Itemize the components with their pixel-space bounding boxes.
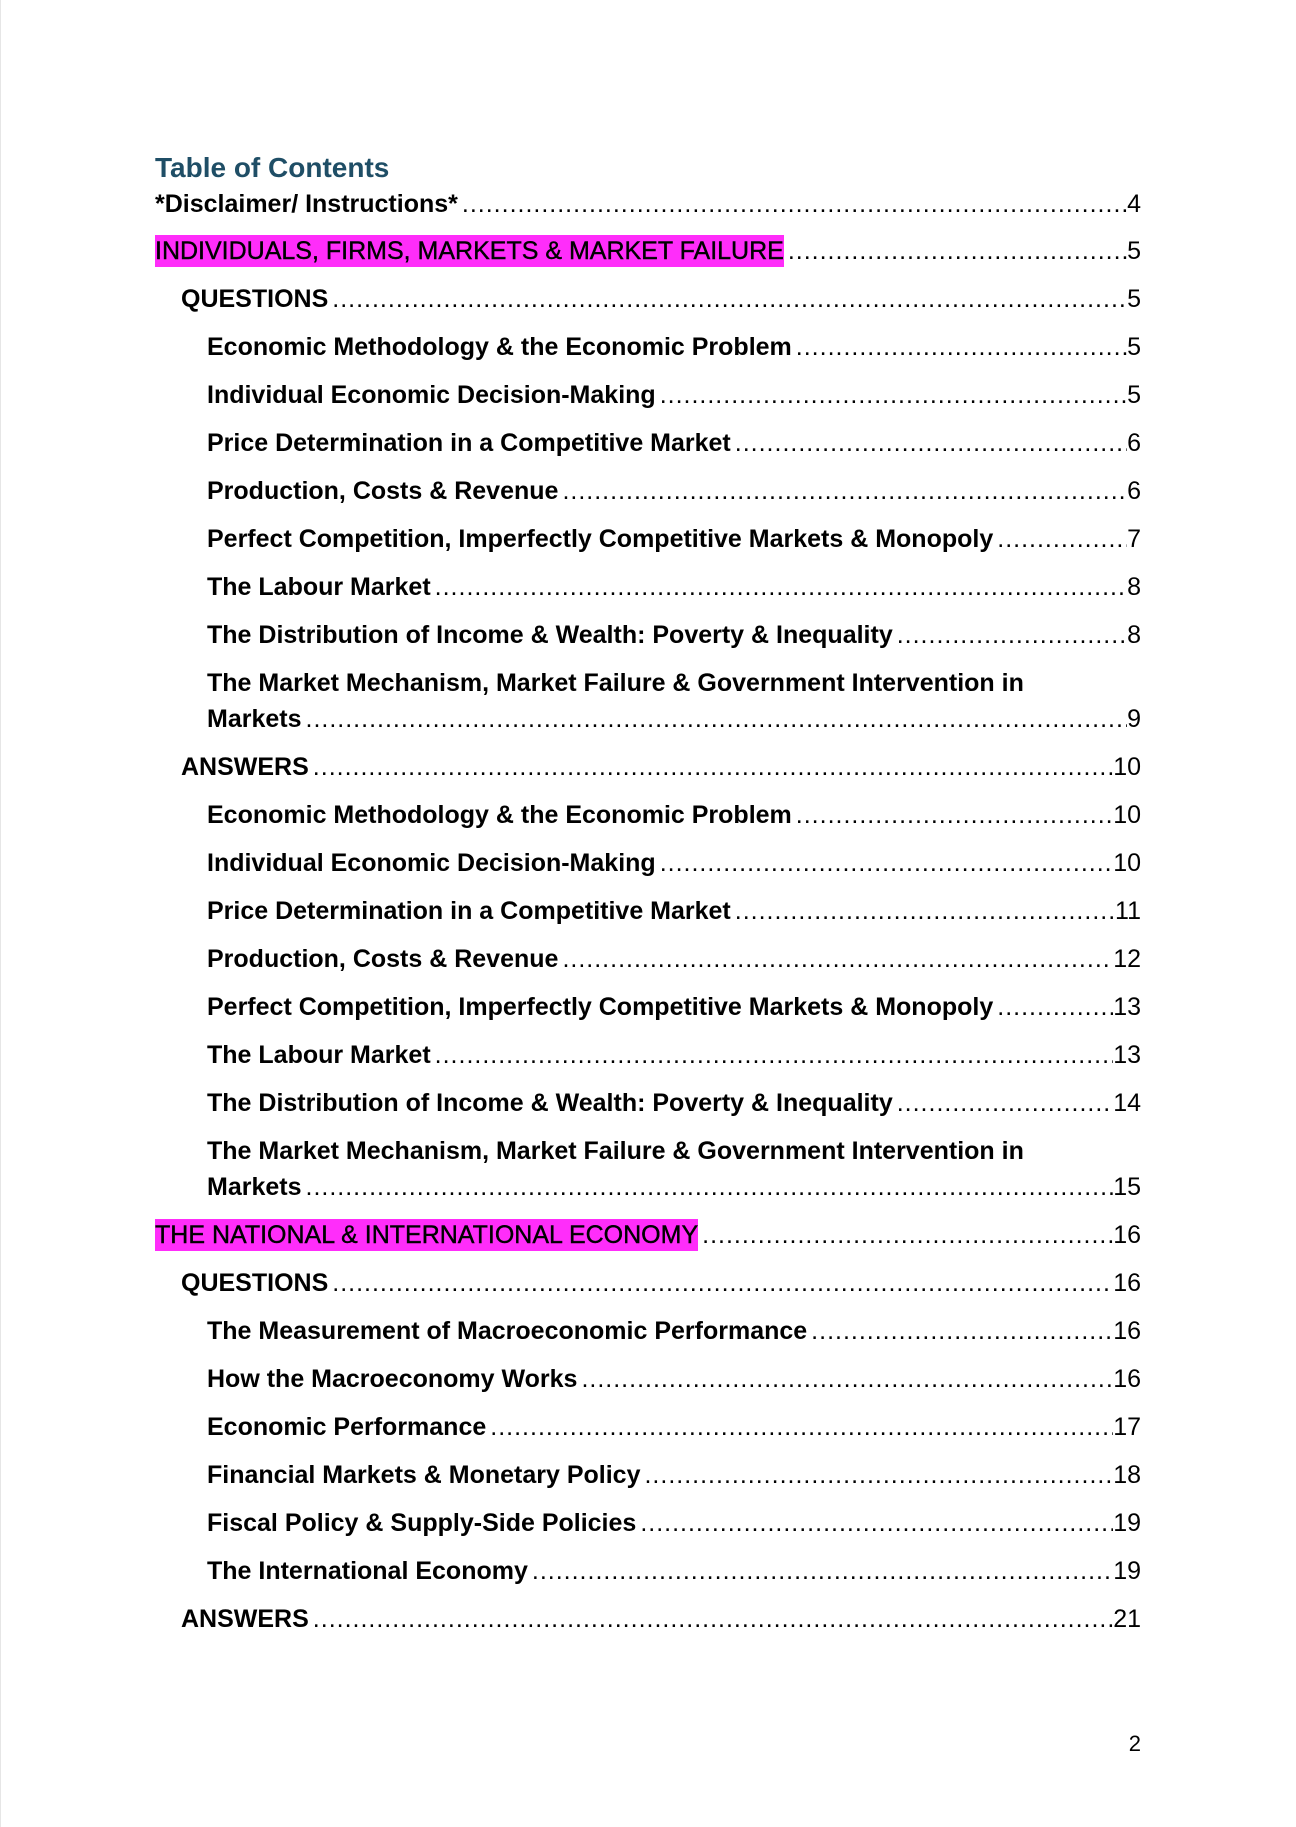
toc-entry[interactable] xyxy=(155,475,1141,507)
toc-entry-label: Production, Costs & Revenue xyxy=(207,477,559,505)
dot-leader xyxy=(893,619,1127,651)
toc-entry-page: 11 xyxy=(1115,897,1141,925)
dot-leader xyxy=(302,703,1128,735)
toc-entry-page: 16 xyxy=(1113,1221,1141,1249)
toc-entry[interactable] xyxy=(155,379,1141,411)
dot-leader xyxy=(577,1363,1113,1395)
dot-leader xyxy=(893,1087,1113,1119)
toc-entry-page: 8 xyxy=(1127,573,1141,601)
toc-entry-page: 16 xyxy=(1113,1365,1141,1393)
toc-entry-page: 10 xyxy=(1113,801,1141,829)
dot-leader xyxy=(558,475,1127,507)
toc-entry-page: 21 xyxy=(1113,1605,1141,1633)
dot-leader xyxy=(328,1267,1113,1299)
toc-entry-label: The Measurement of Macroeconomic Performance xyxy=(207,1317,808,1345)
toc-section-heading[interactable] xyxy=(155,235,1141,267)
toc-entry-label-line2: Markets xyxy=(207,1173,302,1201)
toc-entry-label: QUESTIONS xyxy=(181,1269,329,1297)
toc-entry[interactable] xyxy=(155,571,1141,603)
toc-entry-label: Economic Methodology & the Economic Problem xyxy=(207,333,792,361)
toc-entry-page: 10 xyxy=(1113,849,1141,877)
toc-entry[interactable] xyxy=(155,1315,1141,1347)
toc-entry-page: 16 xyxy=(1113,1269,1141,1297)
toc-entry-label: Fiscal Policy & Supply-Side Policies xyxy=(207,1509,637,1537)
toc-entry-label: Economic Performance xyxy=(207,1413,487,1441)
toc-entry-page: 19 xyxy=(1113,1509,1141,1537)
dot-leader xyxy=(656,847,1114,879)
toc-entry-label: Economic Methodology & the Economic Problem xyxy=(207,801,792,829)
toc-entry[interactable] xyxy=(155,895,1141,927)
toc-entry-disclaimer[interactable] xyxy=(155,188,1141,220)
dot-leader xyxy=(636,1507,1113,1539)
toc-entry-page: 12 xyxy=(1113,945,1141,973)
toc-entry[interactable] xyxy=(155,1459,1141,1491)
toc-entry-page: 14 xyxy=(1113,1089,1141,1117)
toc-entry-page: 13 xyxy=(1113,1041,1141,1069)
toc-entry-page: 5 xyxy=(1127,333,1141,361)
dot-leader xyxy=(656,379,1127,411)
dot-leader xyxy=(458,188,1127,220)
page-number: 2 xyxy=(1128,1731,1141,1756)
toc-subheading-questions[interactable] xyxy=(155,283,1141,315)
toc-entry[interactable] xyxy=(155,1363,1141,1395)
toc-entry-page: 16 xyxy=(1113,1317,1141,1345)
toc-entry[interactable] xyxy=(155,427,1141,459)
toc-subheading-questions[interactable] xyxy=(155,1267,1141,1299)
dot-leader xyxy=(784,235,1127,267)
toc-entry-label: The Distribution of Income & Wealth: Poverty & Inequality xyxy=(207,1089,893,1117)
dot-leader xyxy=(640,1459,1113,1491)
toc-entry[interactable] xyxy=(155,331,1141,363)
toc-entry-line2 xyxy=(207,1171,1141,1203)
toc-entry-label: Price Determination in a Competitive Market xyxy=(207,897,731,925)
dot-leader xyxy=(807,1315,1113,1347)
dot-leader xyxy=(486,1411,1113,1443)
toc-entry-label: How the Macroeconomy Works xyxy=(207,1365,578,1393)
toc-entry[interactable] xyxy=(155,1039,1141,1071)
toc-entry-multiline[interactable] xyxy=(155,1135,1141,1203)
dot-leader xyxy=(731,427,1127,459)
toc-entry-page: 6 xyxy=(1127,429,1141,457)
dot-leader xyxy=(431,571,1127,603)
toc-entry-label: ANSWERS xyxy=(181,1605,309,1633)
toc-entry-label-line2: Markets xyxy=(207,705,302,733)
dot-leader xyxy=(431,1039,1114,1071)
toc-section-label-highlighted: INDIVIDUALS, FIRMS, MARKETS & MARKET FAILURE xyxy=(155,237,784,265)
toc-entry-page: 13 xyxy=(1113,993,1141,1021)
dot-leader xyxy=(993,523,1127,555)
toc-entry-page: 17 xyxy=(1113,1413,1141,1441)
toc-entry[interactable] xyxy=(155,1507,1141,1539)
dot-leader xyxy=(302,1171,1114,1203)
toc-entry[interactable] xyxy=(155,943,1141,975)
toc-entry-label: *Disclaimer/ Instructions* xyxy=(155,190,458,218)
toc-entry-label: The Labour Market xyxy=(207,573,431,601)
dot-leader xyxy=(309,1603,1113,1635)
table-of-contents xyxy=(155,150,1141,1651)
toc-entry-page: 5 xyxy=(1127,381,1141,409)
toc-entry-label: The Labour Market xyxy=(207,1041,431,1069)
toc-entry[interactable] xyxy=(155,1411,1141,1443)
toc-entry-page: 5 xyxy=(1127,285,1141,313)
page-edge xyxy=(0,0,1,1827)
toc-entry-label: QUESTIONS xyxy=(181,285,329,313)
dot-leader xyxy=(558,943,1113,975)
toc-entry-label: Price Determination in a Competitive Market xyxy=(207,429,731,457)
toc-entry[interactable] xyxy=(155,847,1141,879)
toc-entry-page: 10 xyxy=(1113,753,1141,781)
toc-entry[interactable] xyxy=(155,523,1141,555)
toc-entry-page: 15 xyxy=(1113,1173,1141,1201)
toc-entry-label: The Distribution of Income & Wealth: Poverty & Inequality xyxy=(207,621,893,649)
toc-title: Table of Contents xyxy=(155,152,390,183)
toc-entry-label: Individual Economic Decision-Making xyxy=(207,381,656,409)
toc-entry-page: 18 xyxy=(1113,1461,1141,1489)
toc-entry[interactable] xyxy=(155,1555,1141,1587)
toc-subheading-answers[interactable] xyxy=(155,1603,1141,1635)
dot-leader xyxy=(309,751,1113,783)
dot-leader xyxy=(792,799,1113,831)
toc-entry-label: Individual Economic Decision-Making xyxy=(207,849,656,877)
toc-entry-page: 19 xyxy=(1113,1557,1141,1585)
toc-subheading-answers[interactable] xyxy=(155,751,1141,783)
toc-entry[interactable] xyxy=(155,799,1141,831)
dot-leader xyxy=(792,331,1127,363)
toc-entry-page: 6 xyxy=(1127,477,1141,505)
dot-leader xyxy=(328,283,1127,315)
dot-leader xyxy=(993,991,1113,1023)
toc-section-heading[interactable] xyxy=(155,1219,1141,1251)
toc-entry-line2 xyxy=(207,703,1141,735)
toc-entry-label: The International Economy xyxy=(207,1557,528,1585)
toc-entry-label: ANSWERS xyxy=(181,753,309,781)
toc-entry-page: 9 xyxy=(1127,705,1141,733)
toc-section-label-highlighted: THE NATIONAL & INTERNATIONAL ECONOMY xyxy=(155,1221,699,1249)
dot-leader xyxy=(528,1555,1113,1587)
toc-entry[interactable] xyxy=(155,991,1141,1023)
toc-entry-label-line1: The Market Mechanism, Market Failure & Government Intervention in xyxy=(207,669,1024,697)
toc-entry-page: 5 xyxy=(1127,237,1141,265)
toc-entry-page: 8 xyxy=(1127,621,1141,649)
toc-entry[interactable] xyxy=(155,619,1141,651)
toc-entry-page: 4 xyxy=(1127,190,1141,218)
toc-entry-page: 7 xyxy=(1127,525,1141,553)
toc-entry-label: Perfect Competition, Imperfectly Competitive Markets & Monopoly xyxy=(207,525,994,553)
toc-entry-label-line1: The Market Mechanism, Market Failure & Government Intervention in xyxy=(207,1137,1024,1165)
toc-entry-multiline[interactable] xyxy=(155,667,1141,735)
toc-entry[interactable] xyxy=(155,1087,1141,1119)
toc-entry-label: Production, Costs & Revenue xyxy=(207,945,559,973)
dot-leader xyxy=(731,895,1115,927)
toc-entry-label: Perfect Competition, Imperfectly Competitive Markets & Monopoly xyxy=(207,993,994,1021)
dot-leader xyxy=(698,1219,1113,1251)
toc-entry-label: Financial Markets & Monetary Policy xyxy=(207,1461,641,1489)
